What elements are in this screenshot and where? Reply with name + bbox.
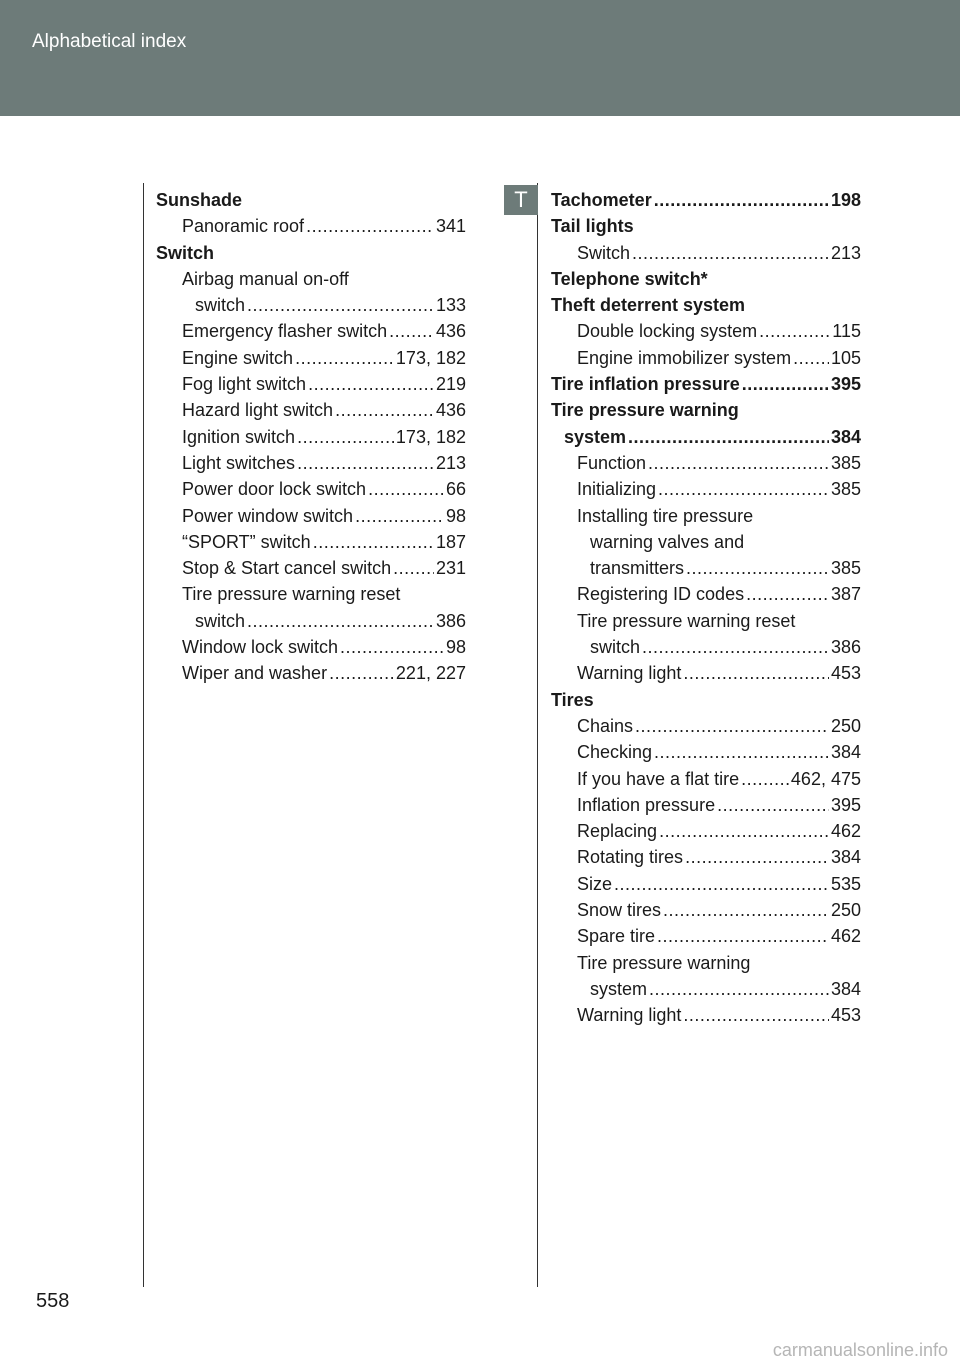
index-entry-label: Checking	[577, 742, 653, 763]
dot-leader	[247, 608, 434, 634]
dot-leader	[308, 371, 434, 397]
index-entry-page: 173, 182	[395, 426, 466, 447]
dot-leader	[628, 424, 829, 450]
dot-leader	[329, 660, 394, 686]
index-entry	[551, 424, 861, 450]
index-entry-page: 385	[830, 479, 861, 500]
index-entry-label: Function	[577, 452, 647, 473]
index-entry	[156, 450, 466, 476]
dot-leader	[717, 792, 829, 818]
index-entry	[551, 529, 861, 555]
index-entry	[551, 660, 861, 686]
dot-leader	[793, 345, 829, 371]
index-entry-label: Tire pressure warning	[551, 400, 739, 421]
index-entry-label: Replacing	[577, 821, 658, 842]
index-entry-page: 386	[435, 610, 466, 631]
index-entry-label: Switch	[156, 242, 215, 263]
index-entry-label: Engine immobilizer system	[577, 347, 792, 368]
dot-leader	[389, 318, 434, 344]
index-entry-page: 133	[435, 295, 466, 316]
index-entry-label: Wiper and washer	[182, 663, 328, 684]
index-column-left	[156, 187, 466, 687]
index-entry-page: 198	[830, 190, 861, 210]
index-entry	[551, 371, 861, 397]
index-entry-page: 105	[830, 347, 861, 368]
index-entry-label: Switch	[577, 242, 631, 263]
dot-leader	[295, 345, 394, 371]
index-entry-page: 213	[830, 242, 861, 263]
dot-leader	[340, 634, 444, 660]
index-column-right	[551, 187, 861, 1029]
index-entry	[551, 634, 861, 660]
dot-leader	[685, 844, 829, 870]
index-entry-label: Hazard light switch	[182, 400, 334, 421]
dot-leader	[297, 424, 394, 450]
dot-leader	[297, 450, 434, 476]
index-entry-page: 453	[830, 663, 861, 684]
index-entry-label: Registering ID codes	[577, 584, 745, 605]
index-entry	[551, 213, 861, 239]
index-entry-label: Rotating tires	[577, 847, 684, 868]
dot-leader	[657, 923, 829, 949]
index-entry-page: 384	[830, 978, 861, 999]
index-entry-label: Power door lock switch	[182, 479, 367, 500]
index-entry	[156, 581, 466, 607]
dot-leader	[683, 1002, 829, 1028]
index-entry-page: 384	[830, 847, 861, 868]
dot-leader	[393, 555, 434, 581]
index-entry-page: 250	[830, 715, 861, 736]
index-entry-page: 98	[445, 505, 466, 526]
index-entry-label: system	[564, 426, 627, 447]
index-entry	[551, 687, 861, 713]
index-entry	[551, 318, 861, 344]
index-entry-label: Double locking system	[577, 321, 758, 342]
index-entry-page: 250	[830, 900, 861, 921]
index-entry-page: 115	[832, 321, 861, 342]
index-entry-label: switch	[195, 295, 246, 316]
index-entry	[156, 240, 466, 266]
index-entry	[551, 608, 861, 634]
right-column-rule	[537, 183, 538, 1287]
dot-leader	[658, 476, 829, 502]
index-entry	[551, 266, 861, 292]
index-entry	[156, 660, 466, 686]
index-entry-page: 384	[830, 426, 861, 447]
index-entry	[551, 818, 861, 844]
watermark: carmanualsonline.info	[772, 1340, 948, 1360]
index-entry-page: 66	[445, 479, 466, 500]
index-entry-label: transmitters	[590, 558, 685, 579]
index-entry-page: 385	[830, 558, 861, 579]
index-entry-page: 462	[830, 821, 861, 842]
index-entry-label: Theft deterrent system	[551, 295, 746, 316]
index-entry-label: Stop & Start cancel switch	[182, 558, 392, 579]
index-entry	[551, 345, 861, 371]
index-entry	[156, 292, 466, 318]
index-entry	[156, 187, 466, 213]
index-entry-label: Light switches	[182, 452, 296, 473]
index-entry-label: If you have a flat tire	[577, 768, 740, 789]
index-entry-page: 535	[830, 873, 861, 894]
index-entry-label: Spare tire	[577, 926, 656, 947]
index-entry-label: Fog light switch	[182, 374, 307, 395]
index-entry-page: 341	[435, 216, 466, 237]
index-entry	[551, 503, 861, 529]
index-entry	[551, 739, 861, 765]
index-entry-page: 219	[435, 374, 466, 395]
index-entry	[551, 581, 861, 607]
index-entry-label: Tail lights	[551, 216, 634, 237]
dot-leader	[642, 634, 829, 660]
section-tab: T	[504, 185, 538, 215]
index-entry-label: Inflation pressure	[577, 794, 716, 815]
index-entry-label: Warning light	[577, 1005, 682, 1026]
index-entry-label: Size	[577, 873, 613, 894]
dot-leader	[635, 713, 829, 739]
dot-leader	[659, 818, 829, 844]
index-entry	[551, 555, 861, 581]
index-entry	[551, 871, 861, 897]
index-entry-page: 231	[435, 558, 466, 579]
index-entry	[551, 950, 861, 976]
index-entry-label: Warning light	[577, 663, 682, 684]
index-entry	[156, 397, 466, 423]
left-column-rule	[143, 183, 144, 1287]
index-entry-page: 395	[830, 374, 861, 395]
index-entry	[551, 923, 861, 949]
index-entry	[156, 634, 466, 660]
index-entry-label: Ignition switch	[182, 426, 296, 447]
index-entry-label: Snow tires	[577, 900, 662, 921]
index-entry-page: 436	[435, 321, 466, 342]
index-entry	[551, 713, 861, 739]
dot-leader	[759, 318, 830, 344]
index-entry-label: Panoramic roof	[182, 216, 305, 237]
index-entry-page: 213	[435, 452, 466, 473]
index-entry-label: Sunshade	[156, 190, 243, 210]
dot-leader	[654, 187, 829, 213]
dot-leader	[614, 871, 829, 897]
dot-leader	[649, 976, 829, 1002]
index-entry-label: Tire pressure warning reset	[577, 610, 796, 631]
index-entry	[156, 345, 466, 371]
index-entry-label: Initializing	[577, 479, 657, 500]
index-entry	[551, 976, 861, 1002]
index-entry-label: Telephone switch*	[551, 268, 708, 289]
index-entry-page: 98	[445, 637, 466, 658]
dot-leader	[313, 529, 434, 555]
index-entry	[156, 529, 466, 555]
index-entry	[551, 450, 861, 476]
index-entry	[156, 476, 466, 502]
index-entry-label: Installing tire pressure	[577, 505, 754, 526]
index-entry	[551, 1002, 861, 1028]
index-entry-page: 462	[830, 926, 861, 947]
index-entry-label: Window lock switch	[182, 637, 339, 658]
index-entry-page: 387	[830, 584, 861, 605]
index-entry-page: 453	[830, 1005, 861, 1026]
index-entry	[156, 424, 466, 450]
index-entry-label: “SPORT” switch	[182, 531, 311, 552]
index-entry-label: Emergency flasher switch	[182, 321, 388, 342]
index-entry	[551, 844, 861, 870]
index-entry	[551, 292, 861, 318]
page-number: 558	[36, 1290, 70, 1312]
index-entry-label: Tires	[551, 689, 594, 710]
index-entry-label: switch	[195, 610, 246, 631]
index-entry	[156, 503, 466, 529]
index-entry-label: Tachometer	[551, 190, 652, 210]
dot-leader	[355, 503, 444, 529]
dot-leader	[306, 213, 434, 239]
index-entry-label: Tire pressure warning	[577, 952, 751, 973]
index-entry-label: warning valves and	[590, 531, 745, 552]
dot-leader	[746, 581, 829, 607]
index-entry-page: 436	[435, 400, 466, 421]
index-entry-page: 221, 227	[395, 663, 466, 684]
index-entry	[551, 187, 861, 213]
index-entry-page: 386	[830, 637, 861, 658]
dot-leader	[335, 397, 434, 423]
index-entry-page: 385	[830, 452, 861, 473]
dot-leader	[742, 371, 829, 397]
index-entry	[156, 608, 466, 634]
index-entry	[551, 766, 861, 792]
index-entry-label: Tire inflation pressure	[551, 374, 740, 395]
index-entry-page: 187	[435, 531, 466, 552]
index-entry	[156, 555, 466, 581]
dot-leader	[741, 766, 789, 792]
index-entry-page: 395	[830, 794, 861, 815]
index-entry-page: 173, 182	[395, 347, 466, 368]
dot-leader	[654, 739, 829, 765]
index-entry-label: Airbag manual on-off	[182, 268, 349, 289]
index-entry	[156, 371, 466, 397]
dot-leader	[686, 555, 829, 581]
index-entry-label: Engine switch	[182, 347, 294, 368]
index-entry	[551, 792, 861, 818]
header-title: Alphabetical index	[32, 31, 187, 52]
index-entry	[156, 318, 466, 344]
index-entry-page: 462, 475	[790, 768, 861, 789]
index-entry-label: system	[590, 978, 648, 999]
page-header	[0, 0, 960, 116]
index-entry	[156, 266, 466, 292]
index-entry	[551, 897, 861, 923]
index-entry-label: Chains	[577, 715, 634, 736]
dot-leader	[663, 897, 829, 923]
index-entry-label: switch	[590, 637, 641, 658]
index-entry	[156, 213, 466, 239]
index-entry-page: 384	[830, 742, 861, 763]
dot-leader	[648, 450, 829, 476]
index-entry-label: Tire pressure warning reset	[182, 584, 401, 605]
dot-leader	[247, 292, 434, 318]
dot-leader	[368, 476, 444, 502]
index-entry	[551, 240, 861, 266]
dot-leader	[683, 660, 829, 686]
index-entry-label: Power window switch	[182, 505, 354, 526]
index-entry	[551, 476, 861, 502]
index-entry	[551, 397, 861, 423]
dot-leader	[632, 240, 829, 266]
